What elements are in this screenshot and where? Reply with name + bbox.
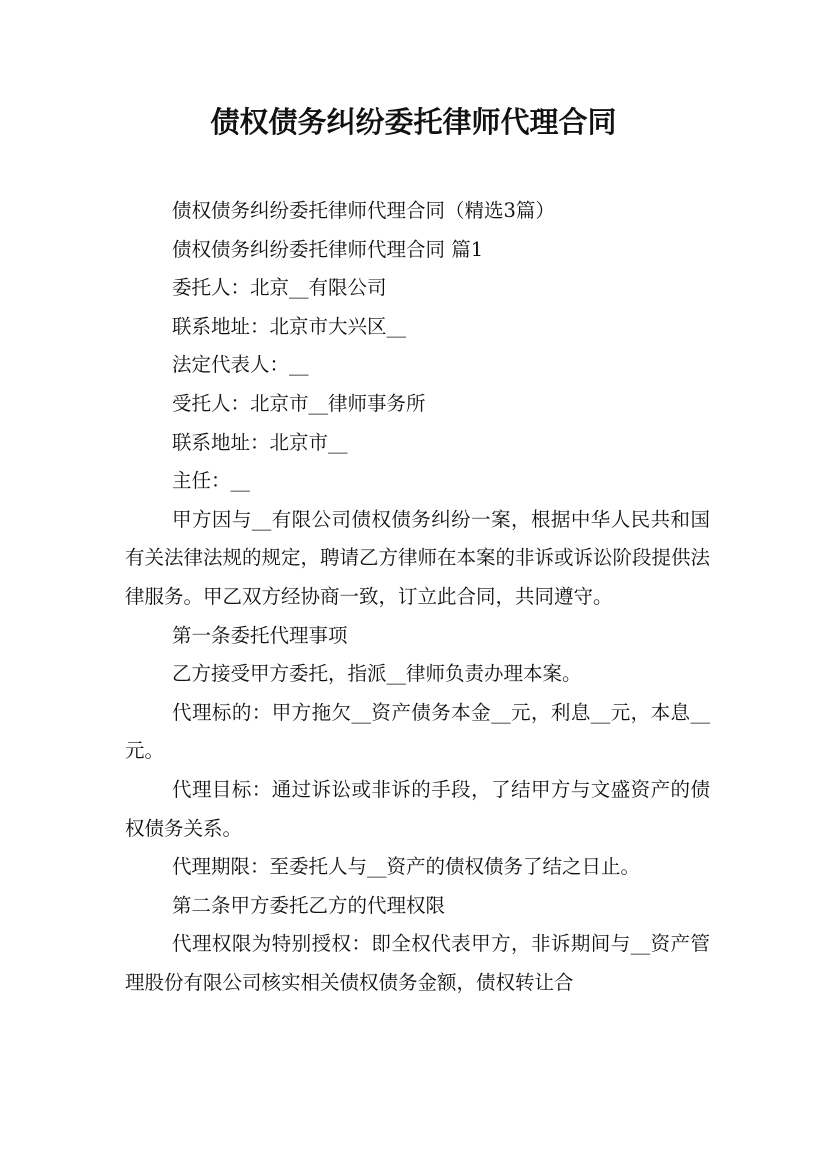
paragraph-subtitle: 债权债务纠纷委托律师代理合同（精选3篇） (172, 199, 555, 222)
paragraph-subject-amount: 代理标的：甲方拖欠__资产债务本金__元，利息__元，本息__元。 (125, 700, 710, 763)
paragraph-trustee-address: 联系地址：北京市__ (172, 430, 348, 454)
paragraph-authority: 代理权限为特别授权：即全权代表甲方，非诉期间与__资产管理股份有限公司核实相关债权债务金额，债权转让合 (125, 932, 710, 994)
document-body (125, 192, 710, 1002)
paragraph-section-heading: 债权债务纠纷委托律师代理合同 篇1 (172, 237, 484, 261)
paragraph-legal-representative: 法定代表人：__ (172, 353, 309, 377)
paragraph-assignment: 乙方接受甲方委托，指派__律师负责办理本案。 (172, 662, 582, 686)
paragraph-article-2-heading: 第二条甲方委托乙方的代理权限 (172, 893, 446, 917)
paragraph-director: 主任：__ (172, 469, 251, 493)
document-title: 债权债务纠纷委托律师代理合同 (210, 105, 617, 139)
paragraph-trustee: 受托人：北京市__律师事务所 (172, 391, 426, 415)
paragraph-client: 委托人：北京__有限公司 (172, 276, 387, 300)
paragraph-term: 代理期限：至委托人与__资产的债权债务了结之日止。 (172, 855, 641, 879)
paragraph-client-address: 联系地址：北京市大兴区__ (172, 314, 407, 338)
paragraph-objective: 代理目标：通过诉讼或非诉的手段，了结甲方与文盛资产的债权债务关系。 (125, 777, 710, 840)
paragraph-article-1-heading: 第一条委托代理事项 (172, 623, 348, 647)
paragraph-preamble: 甲方因与__有限公司债权债务纠纷一案，根据中华人民共和国有关法律法规的规定，聘请乙方律师在本案的非诉或诉讼阶段提供法律服务。甲乙双方经协商一致，订立此合同，共同遵守。 (125, 507, 711, 608)
